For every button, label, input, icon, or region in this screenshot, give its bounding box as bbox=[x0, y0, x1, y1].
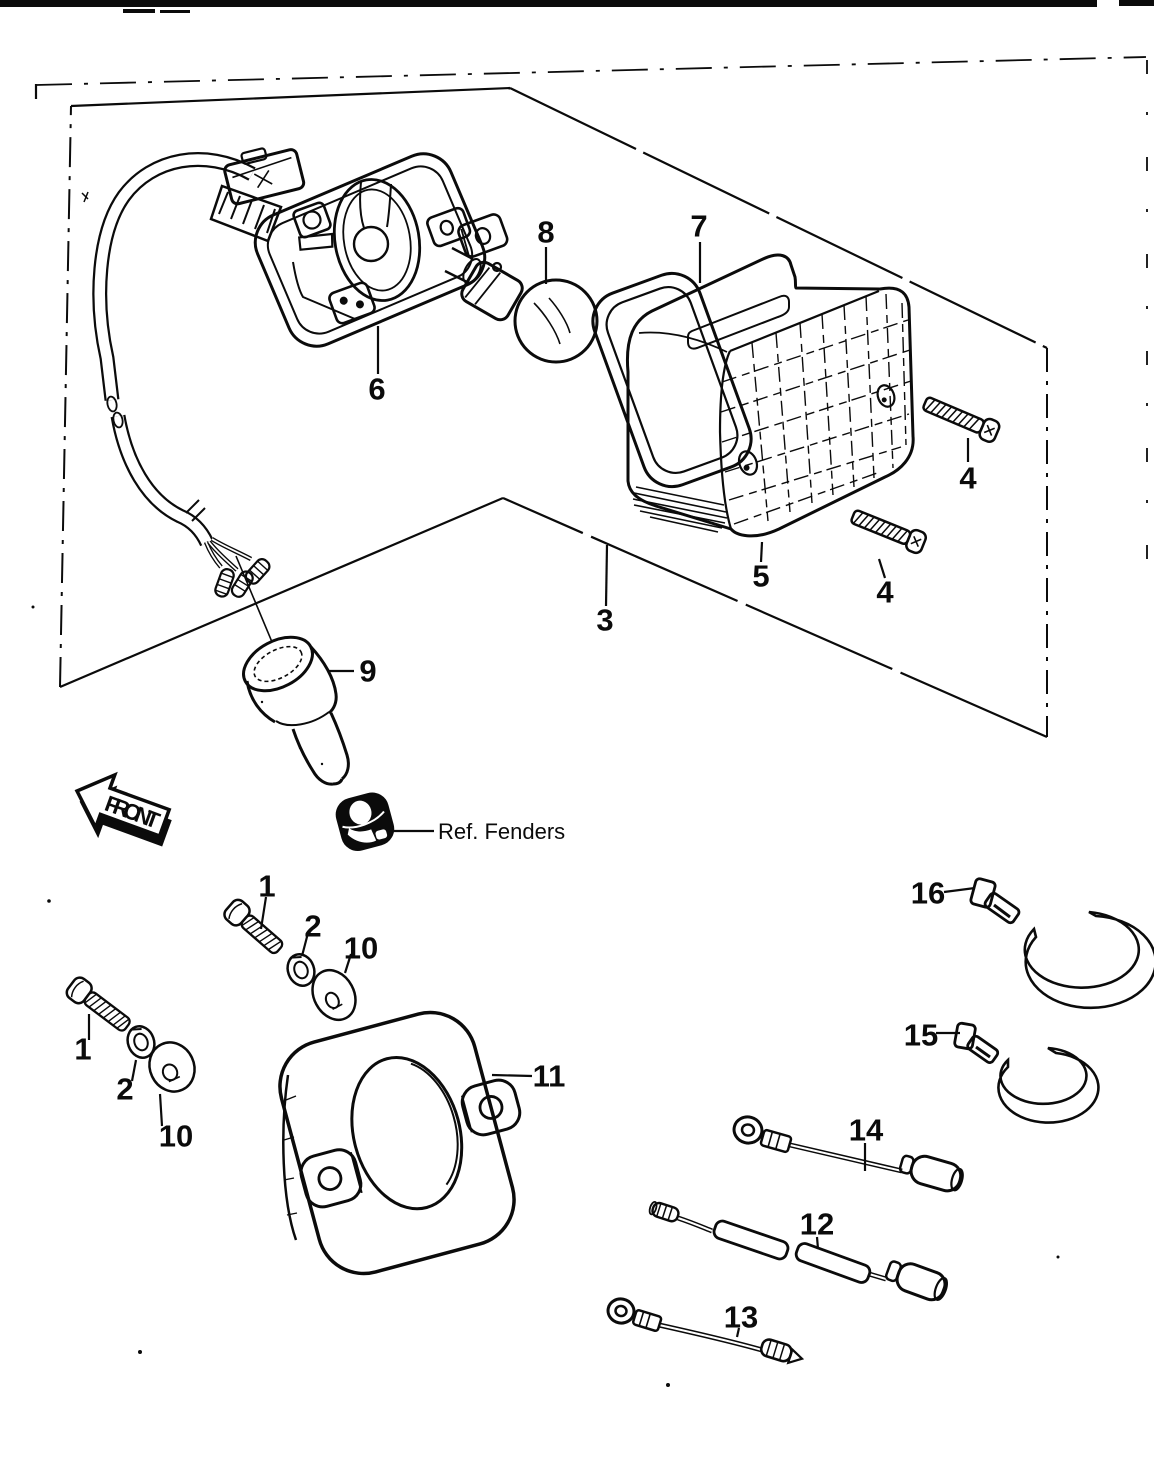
taillight-housing bbox=[246, 145, 509, 356]
part-callout-12: 12 bbox=[799, 1206, 835, 1242]
wire-terminal bbox=[243, 557, 271, 586]
part-callout-15: 15 bbox=[903, 1017, 939, 1053]
part-callout-1: 1 bbox=[74, 1031, 92, 1067]
part-callout-8: 8 bbox=[537, 214, 555, 250]
part-callout-9: 9 bbox=[359, 653, 377, 689]
fender-grommet bbox=[333, 790, 397, 854]
part-callout-7: 7 bbox=[690, 208, 708, 244]
part-callout-10: 10 bbox=[158, 1118, 194, 1154]
ref-fenders-note: Ref. Fenders bbox=[438, 819, 566, 844]
part-callout-6: 6 bbox=[368, 371, 386, 407]
callout-layer bbox=[74, 209, 977, 1335]
part-callout-13: 13 bbox=[723, 1299, 759, 1335]
part-callout-10: 10 bbox=[343, 930, 379, 966]
socket-boot bbox=[235, 626, 349, 784]
lens-gasket bbox=[584, 265, 759, 495]
part-callout-1: 1 bbox=[258, 868, 276, 904]
part-callout-16: 16 bbox=[910, 875, 946, 911]
lens bbox=[627, 255, 913, 536]
reference-plane bbox=[60, 88, 1047, 737]
lens-screw-upper bbox=[921, 393, 1001, 444]
part-callout-2: 2 bbox=[116, 1071, 134, 1107]
part-callout-4: 4 bbox=[959, 460, 977, 496]
lens-screw-lower bbox=[849, 506, 928, 555]
part-callout-11: 11 bbox=[532, 1058, 566, 1094]
wiring-harness bbox=[100, 160, 272, 600]
part-callout-14: 14 bbox=[848, 1112, 884, 1148]
front-label: FRONT bbox=[101, 790, 164, 834]
part-callout-2: 2 bbox=[304, 908, 322, 944]
band-clamp-16 bbox=[970, 878, 1154, 1008]
lead-wire-13 bbox=[606, 1297, 805, 1368]
part-callout-4: 4 bbox=[876, 574, 894, 610]
mount-bracket bbox=[269, 995, 551, 1284]
taillight-housing-assembly bbox=[100, 141, 509, 599]
band-clamp-15 bbox=[954, 1023, 1098, 1123]
leader-lines bbox=[89, 242, 975, 1337]
part-callout-5: 5 bbox=[752, 558, 770, 594]
front-arrow bbox=[64, 765, 179, 860]
part-callout-3: 3 bbox=[596, 602, 614, 638]
mount-screw-group-upper bbox=[222, 897, 364, 1027]
